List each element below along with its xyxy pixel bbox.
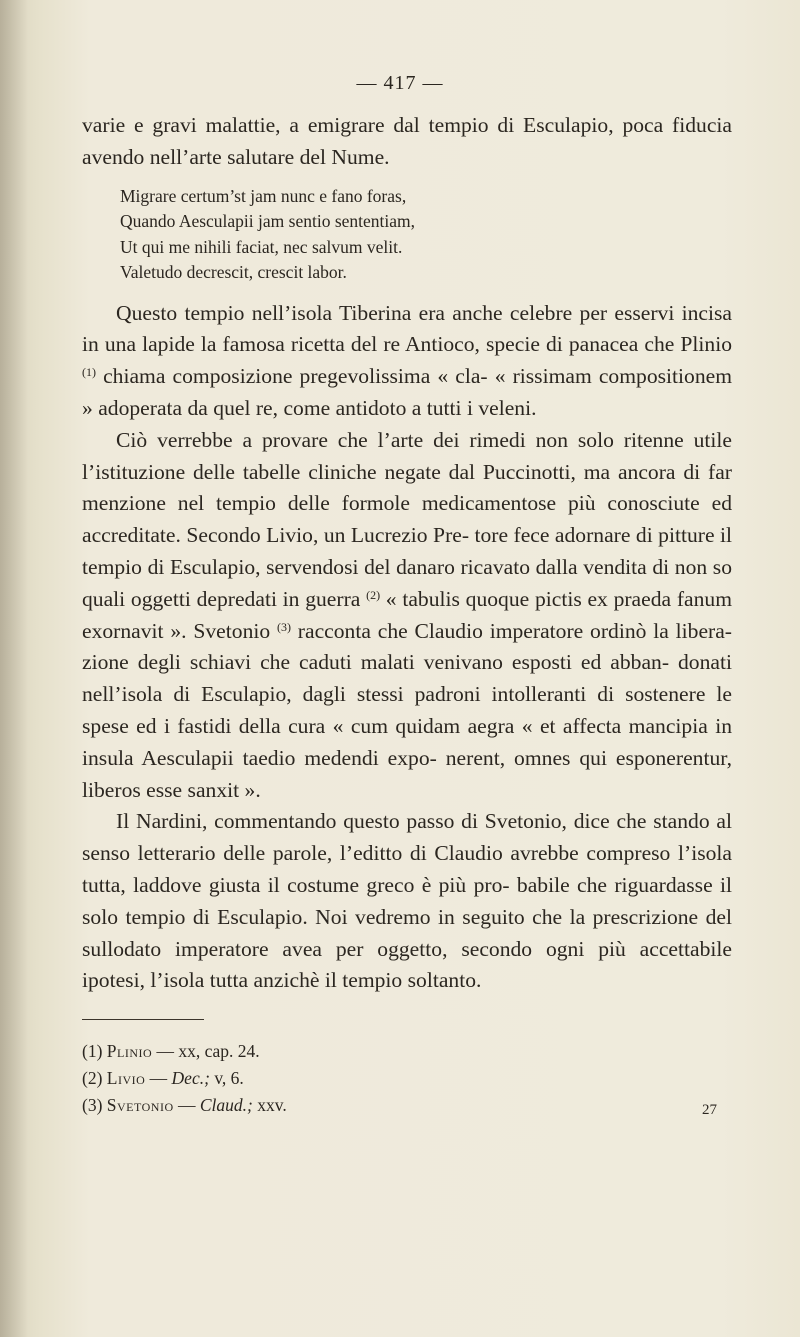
footnote-separator: — xyxy=(145,1068,172,1088)
footnote-author: Livio xyxy=(106,1068,146,1088)
footnote-number: (2) xyxy=(82,1068,103,1088)
quote-line: Migrare certum’st jam nunc e fano foras, xyxy=(120,185,407,206)
footnote-work: Dec.; xyxy=(171,1068,210,1088)
footnote-separator: — xyxy=(173,1095,200,1115)
quote-line: Quando Aesculapii jam sentio sententiam, xyxy=(120,211,416,232)
paragraph-antioco xyxy=(82,298,732,425)
footnote-number: (3) xyxy=(82,1095,103,1115)
binding-shadow xyxy=(0,0,28,1337)
paragraph-text: Questo tempio nell’isola Tiberina era anche celebre per esservi incisa in una lapide la famosa ricetta del re Antioco, specie di panacea che Plinio xyxy=(82,300,732,357)
quote-line: Valetudo decrescit, crescit labor. xyxy=(120,262,347,283)
footnote-location: xxv. xyxy=(252,1095,287,1115)
footnotes xyxy=(82,1038,482,1119)
signature-mark: 27 xyxy=(702,1102,717,1118)
paragraph-tabelle xyxy=(82,425,732,807)
footnote-ref: (1) xyxy=(82,365,96,380)
footnote xyxy=(82,1092,482,1119)
page-number-header: — 417 — xyxy=(356,72,444,94)
footnote-author: Svetonio xyxy=(106,1095,174,1115)
footnote-rule xyxy=(82,1019,204,1020)
footnote xyxy=(82,1038,482,1065)
footnote xyxy=(82,1065,482,1092)
footnote-location: v, 6. xyxy=(209,1068,244,1088)
main-text xyxy=(82,110,732,997)
paragraph-text: « tabulis quoque pictis ex praeda fanum exornavit ». Svetonio xyxy=(82,586,732,643)
latin-quote xyxy=(120,184,732,286)
paragraph-nardini: Il Nardini, commentando questo passo di Svetonio, dice che stando al senso letterario delle parole, l’editto di Claudio avrebbe compreso l’isola tutta, laddove giusta il costume greco è più pro- babile che riguardasse il solo tempio di Esculapio. Noi vedremo in seguito che la prescrizione del sullodato imperatore avea per oggetto, secondo ogni più accettabile ipotesi, l’isola tutta anzichè il tempio soltanto. xyxy=(82,809,732,993)
paragraph-text: Ciò verrebbe a provare che l’arte dei rimedi non solo ritenne utile l’istituzione delle tabelle cliniche negate dal Puccinotti, ma ancora di far menzione nel tempio delle formole medicamentose più conosciute ed accreditate. Secondo Livio, un Lucrezio Pre- tore fece adornare di pitture il tempio di Esculapio, servendosi del danaro ricavato dalla vendita di non so quali oggetti depredati in guerra xyxy=(82,427,732,611)
footnote-work: Claud.; xyxy=(199,1095,253,1115)
footnote-ref: (3) xyxy=(276,619,291,634)
paragraph-text: racconta che Claudio imperatore ordinò la libera- zione degli schiavi che caduti malati venivano esposti ed abban- donati nell’isola di Esculapio, dagli stessi padroni intolleranti di sostenere le spese ed i fastidi della cura « cum quidam aegra « et affecta mancipia in insula Aesculapii taedio medendi expo- nerent, omnes qui esponerentur, liberos esse sanxit ». xyxy=(82,618,732,802)
footnote-author: Plinio xyxy=(106,1041,153,1061)
footnote-location: xx, cap. 24. xyxy=(178,1041,260,1061)
footnote-ref: (2) xyxy=(366,587,381,602)
quote-line: Ut qui me nihili faciat, nec salvum velit. xyxy=(120,236,403,257)
opening-lines: varie e gravi malattie, a emigrare dal tempio di Esculapio, poca fiducia avendo nell’arte salutare del Nume. xyxy=(82,113,732,169)
footnote-number: (1) xyxy=(82,1041,103,1061)
paragraph-text: chiama composizione pregevolissima « cla- « rissimam compositionem » adoperata da quel re, come antidoto a tutti i veleni. xyxy=(82,364,732,420)
footnote-separator: — xyxy=(152,1041,179,1061)
